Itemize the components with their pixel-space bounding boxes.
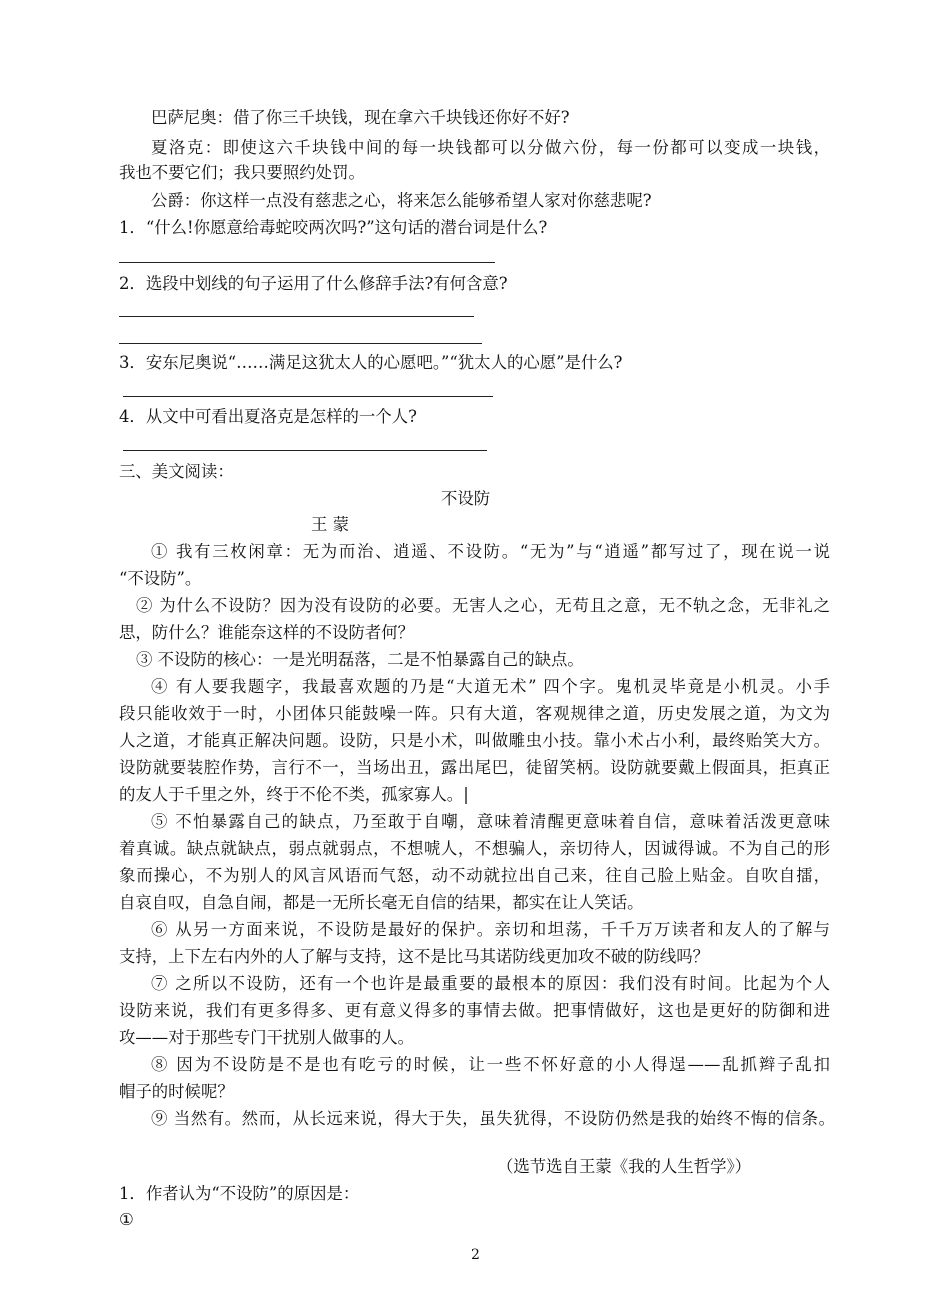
- essay-author: 王 蒙: [311, 515, 349, 534]
- essay-line: 帽子的时候呢？: [119, 1082, 234, 1101]
- question-2: 2．选段中划线的句子运用了什么修辞手法?有何含意?: [119, 274, 508, 293]
- question-3: 3．安东尼奥说“……满足这犹太人的心愿吧。”“犹太人的心愿”是什么?: [119, 353, 623, 372]
- essay-line: ② 为什么不设防？因为没有设防的必要。无害人之心，无苟且之意，无不轨之念，无非礼之: [136, 596, 830, 615]
- question-3-1: 1．作者认为“不设防”的原因是：: [119, 1184, 360, 1203]
- dialogue-line-duke: 公爵：你这样一点没有慈悲之心，将来怎么能够希望人家对你慈悲呢?: [151, 191, 652, 210]
- answer-line: [119, 262, 495, 263]
- essay-source: （选节选自王蒙《我的人生哲学》）: [497, 1157, 752, 1176]
- essay-line: ⑤ 不怕暴露自己的缺点，乃至敢于自嘲，意味着清醒更意味着自信，意味着活泼更意味: [151, 812, 830, 831]
- question-1: 1．“什么!你愿意给毒蛇咬两次吗?”这句话的潜台词是什么?: [119, 218, 548, 237]
- question-4: 4．从文中可看出夏洛克是怎样的一个人?: [119, 407, 417, 426]
- essay-line: 支持，上下左右内外的人了解与支持，这不是比马其诺防线更加攻不破的防线吗？: [119, 947, 710, 966]
- essay-line: 自哀自叹，自急自闹，都是一无所长毫无自信的结果，都实在让人笑话。: [119, 893, 644, 912]
- essay-line: 着真诚。缺点就缺点，弱点就弱点，不想唬人，不想骗人，亲切待人，因诚得诚。不为自己的形: [119, 839, 830, 858]
- essay-line: 设防就要装腔作势，言行不一，当场出丑，露出尾巴，徒留笑柄。设防就要戴上假面具，拒真正: [119, 758, 830, 777]
- answer-line: [119, 343, 482, 344]
- essay-line: 攻——对于那些专门干扰别人做事的人。: [119, 1028, 415, 1047]
- essay-line: ⑧ 因为不设防是不是也有吃亏的时候，让一些不怀好意的小人得逞——乱抓辫子乱扣: [151, 1055, 830, 1074]
- essay-line: 的友人于千里之外，终于不伦不类，孤家寡人。|: [119, 785, 469, 804]
- essay-line: ⑨ 当然有。然而，从长远来说，得大于失，虽失犹得，不设防仍然是我的始终不悔的信条。: [151, 1109, 835, 1128]
- section-heading: 三、美文阅读：: [119, 462, 234, 481]
- essay-line: 设防来说，我们有更多得多、更有意义得多的事情去做。把事情做好，这也是更好的防御和进: [119, 1001, 830, 1020]
- essay-line: ③ 不设防的核心：一是光明磊落，二是不怕暴露自己的缺点。: [136, 650, 584, 669]
- dialogue-line-shylock-cont: 我也不要它们；我只要照约处罚。: [119, 163, 365, 182]
- essay-title: 不设防: [441, 489, 491, 508]
- essay-line: 人之道，才能真正解决问题。设防，只是小术，叫做雕虫小技。靠小术占小利，最终贻笑大方。: [119, 731, 830, 750]
- answer-marker: ①: [119, 1210, 134, 1229]
- essay-line: ④ 有人要我题字，我最喜欢题的乃是“大道无术” 四个字。鬼机灵毕竟是小机灵。小手: [151, 677, 830, 696]
- essay-line: 段只能收效于一时，小团体只能鼓噪一阵。只有大道，客观规律之道，历史发展之道，为文为: [119, 704, 830, 723]
- answer-line: [123, 450, 487, 451]
- essay-line: 思，防什么？谁能奈这样的不设防者何？: [119, 623, 415, 642]
- page-number: 2: [471, 1247, 480, 1263]
- answer-line: [123, 396, 493, 397]
- essay-line: ⑥ 从另一方面来说，不设防是最好的保护。亲切和坦荡，千千万万读者和友人的了解与: [151, 920, 830, 939]
- essay-line: 象而操心，不为别人的风言风语而气怒，动不动就拉出自己来，往自己脸上贴金。自吹自擂，: [119, 866, 830, 885]
- answer-line: [119, 316, 474, 317]
- dialogue-line-bassanio: 巴萨尼奥：借了你三千块钱，现在拿六千块钱还你好不好?: [151, 108, 570, 127]
- essay-line: ① 我有三枚闲章：无为而治、逍遥、不设防。“无为”与“逍遥”都写过了，现在说一说: [151, 542, 830, 561]
- essay-line: ⑦ 之所以不设防，还有一个也许是最重要的最根本的原因：我们没有时间。比起为个人: [151, 974, 830, 993]
- dialogue-line-shylock: 夏洛克：即使这六千块钱中间的每一块钱都可以分做六份，每一份都可以变成一块钱，: [151, 138, 830, 157]
- essay-line: “不设防”。: [119, 569, 202, 588]
